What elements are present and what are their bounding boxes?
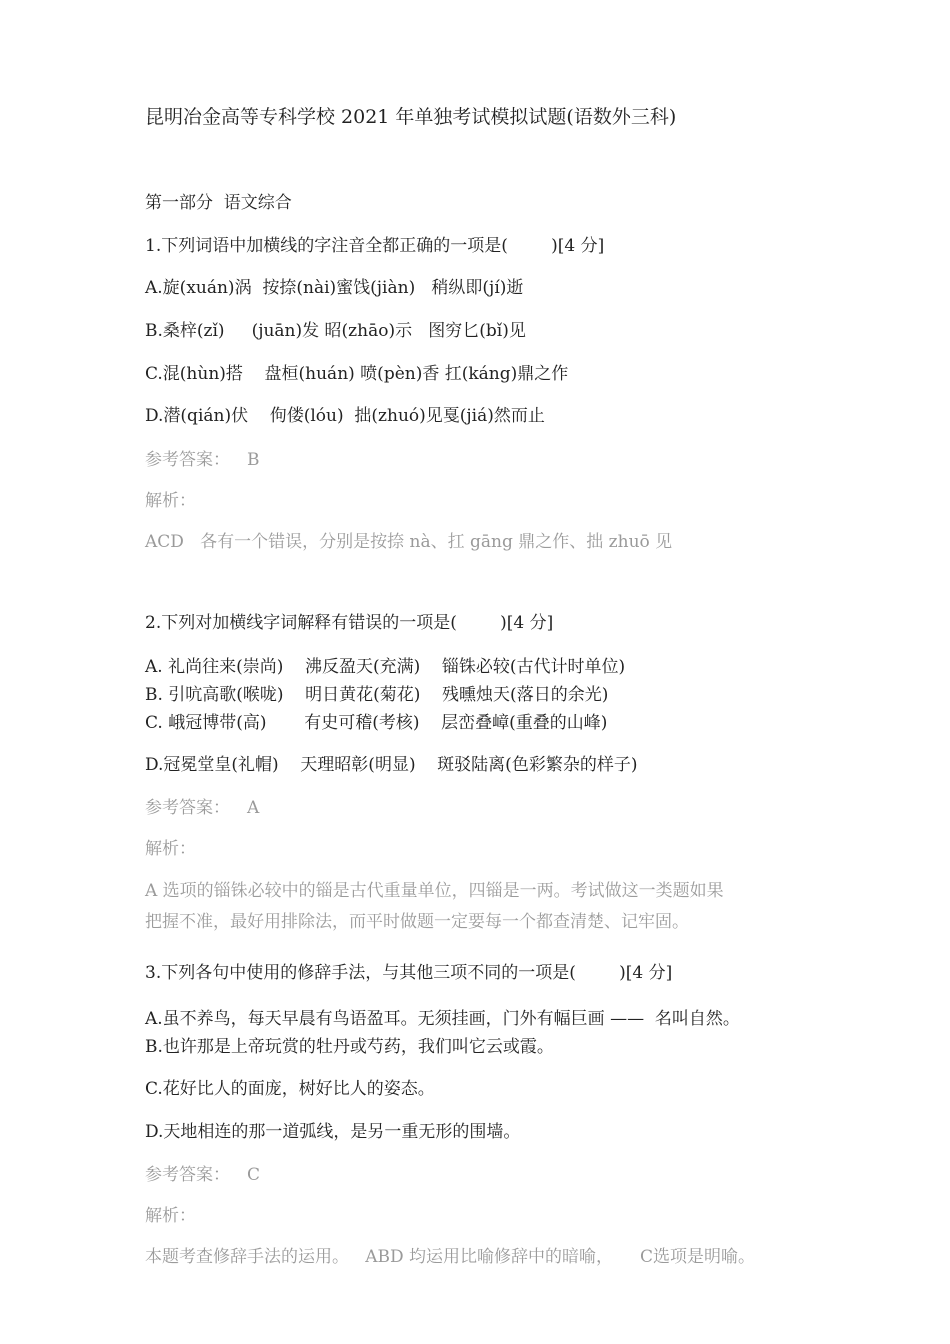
question-1-option-d: D.潜(qián)伏 佝偻(lóu) 拙(zhuó)见戛(jiá)然而止: [145, 406, 545, 426]
question-1-option-a: A.旋(xuán)涡 按捺(nài)蜜饯(jiàn) 稍纵即(jí)逝: [145, 278, 524, 298]
question-3-answer-label: 参考答案：: [145, 1165, 230, 1185]
question-1-option-b: B.桑梓(zǐ) (juān)发 昭(zhāo)示 图穷匕(bǐ)见: [145, 321, 526, 341]
question-2-answer: A: [247, 798, 260, 818]
question-2-option-d: D.冠冕堂皇(礼帽) 天理昭彰(明显) 斑驳陆离(色彩繁杂的样子): [145, 755, 638, 775]
question-2-answer-label: 参考答案：: [145, 798, 230, 818]
question-1-stem: 1.下列词语中加横线的字注音全都正确的一项是( )[4 分]: [145, 236, 605, 256]
question-1-option-c: C.混(hùn)搭 盘桓(huán) 喷(pèn)香 扛(káng)鼎之作: [145, 364, 569, 384]
section-heading: 第一部分 语文综合: [145, 193, 292, 213]
question-1-analysis-line: ACD 各有一个错误，分别是按捺 nà、扛 gāng 鼎之作、拙 zhuō 见: [145, 532, 673, 552]
question-3-answer: C: [247, 1165, 261, 1185]
question-3-option-c: C.花好比人的面庞，树好比人的姿态。: [145, 1079, 435, 1099]
question-1-answer-label: 参考答案：: [145, 450, 230, 470]
question-2-analysis-line-1: A 选项的锱铢必较中的锱是古代重量单位，四锱是一两。考试做这一类题如果: [145, 881, 724, 901]
question-3-analysis-label: 解析：: [145, 1206, 196, 1226]
question-3-stem: 3.下列各句中使用的修辞手法，与其他三项不同的一项是( )[4 分]: [145, 963, 673, 983]
question-3-option-a: A.虽不养鸟，每天早晨有鸟语盈耳。无须挂画，门外有幅巨画 —— 名叫自然。: [145, 1009, 740, 1029]
question-3-analysis-line: 本题考查修辞手法的运用。 ABD 均运用比喻修辞中的暗喻， C选项是明喻。: [145, 1247, 756, 1267]
question-2-analysis-line-2: 把握不准，最好用排除法，而平时做题一定要每一个都查清楚、记牢固。: [145, 912, 689, 932]
question-2-analysis-label: 解析：: [145, 839, 196, 859]
question-2-option-b: B. 引吭高歌(喉咙) 明日黄花(菊花) 残曛烛天(落日的余光): [145, 685, 609, 705]
page-title: 昆明冶金高等专科学校 2021 年单独考试模拟试题(语数外三科): [145, 106, 677, 128]
question-2-option-a: A. 礼尚往来(崇尚) 沸反盈天(充满) 锱铢必较(古代计时单位): [145, 657, 626, 677]
question-3-option-d: D.天地相连的那一道弧线，是另一重无形的围墙。: [145, 1122, 521, 1142]
question-2-stem: 2.下列对加横线字词解释有错误的一项是( )[4 分]: [145, 613, 554, 633]
question-2-option-c: C. 峨冠博带(高) 有史可稽(考核) 层峦叠嶂(重叠的山峰): [145, 713, 608, 733]
question-1-answer: B: [247, 450, 260, 470]
question-1-analysis-label: 解析：: [145, 491, 196, 511]
question-3-option-b: B.也许那是上帝玩赏的牡丹或芍药，我们叫它云或霞。: [145, 1037, 554, 1057]
